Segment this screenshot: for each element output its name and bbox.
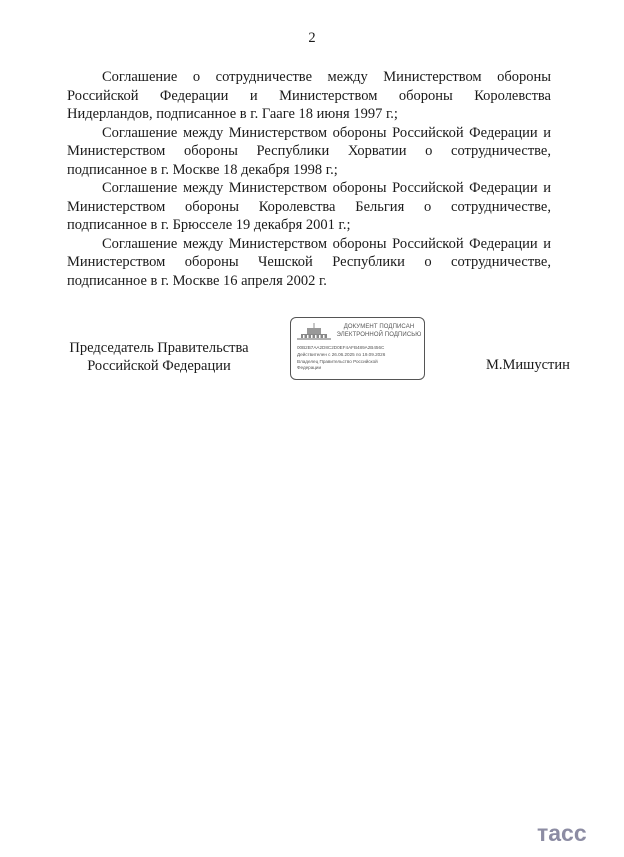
government-building-icon [297,322,331,342]
stamp-title: ДОКУМЕНТ ПОДПИСАН ЭЛЕКТРОННОЙ ПОДПИСЬЮ [336,324,422,338]
stamp-owner-line2: Федерации [297,365,322,370]
stamp-certificate: 00B2B7AA2D8C2D0EF4AFB489A2B456C [297,345,385,350]
signatory-name: М.Мишустин [486,357,570,373]
signatory-title-line1: Председатель Правительства [69,340,249,356]
agreement-paragraph-czech: Соглашение между Министерством обороны Российской Федерации и Министерством обороны Чешской Республики о сотрудничестве, подписанное в г. Москве 16 апреля 2002 г. [67,235,551,289]
page-number: 2 [308,30,316,46]
agreement-paragraph-croatia: Соглашение между Министерством обороны Российской Федерации и Министерством обороны Республики Хорватии о сотрудничестве, подписанное в г. Москве 18 декабря 1998 г.; [67,124,551,178]
stamp-validity: Действителен с 26.06.2025 по 19.09.2026 [297,352,386,357]
stamp-owner-line1: Владелец Правительство Российской [297,359,378,364]
agreement-paragraph-netherlands: Соглашение о сотрудничестве между Министерством обороны Российской Федерации и Министерством обороны Королевства Нидерландов, подписанное в г. Гааге 18 июня 1997 г.; [67,69,551,122]
document-body [67,68,551,290]
signatory-title [66,339,252,375]
electronic-signature-stamp [290,317,425,380]
agreement-paragraph-belgium: Соглашение между Министерством обороны Российской Федерации и Министерством обороны Королевства Бельгия о сотрудничестве, подписанное в г. Брюсселе 19 декабря 2001 г.; [67,180,551,233]
tass-logo: тасс [537,820,587,846]
signatory-title-line2: Российской Федерации [87,358,231,374]
